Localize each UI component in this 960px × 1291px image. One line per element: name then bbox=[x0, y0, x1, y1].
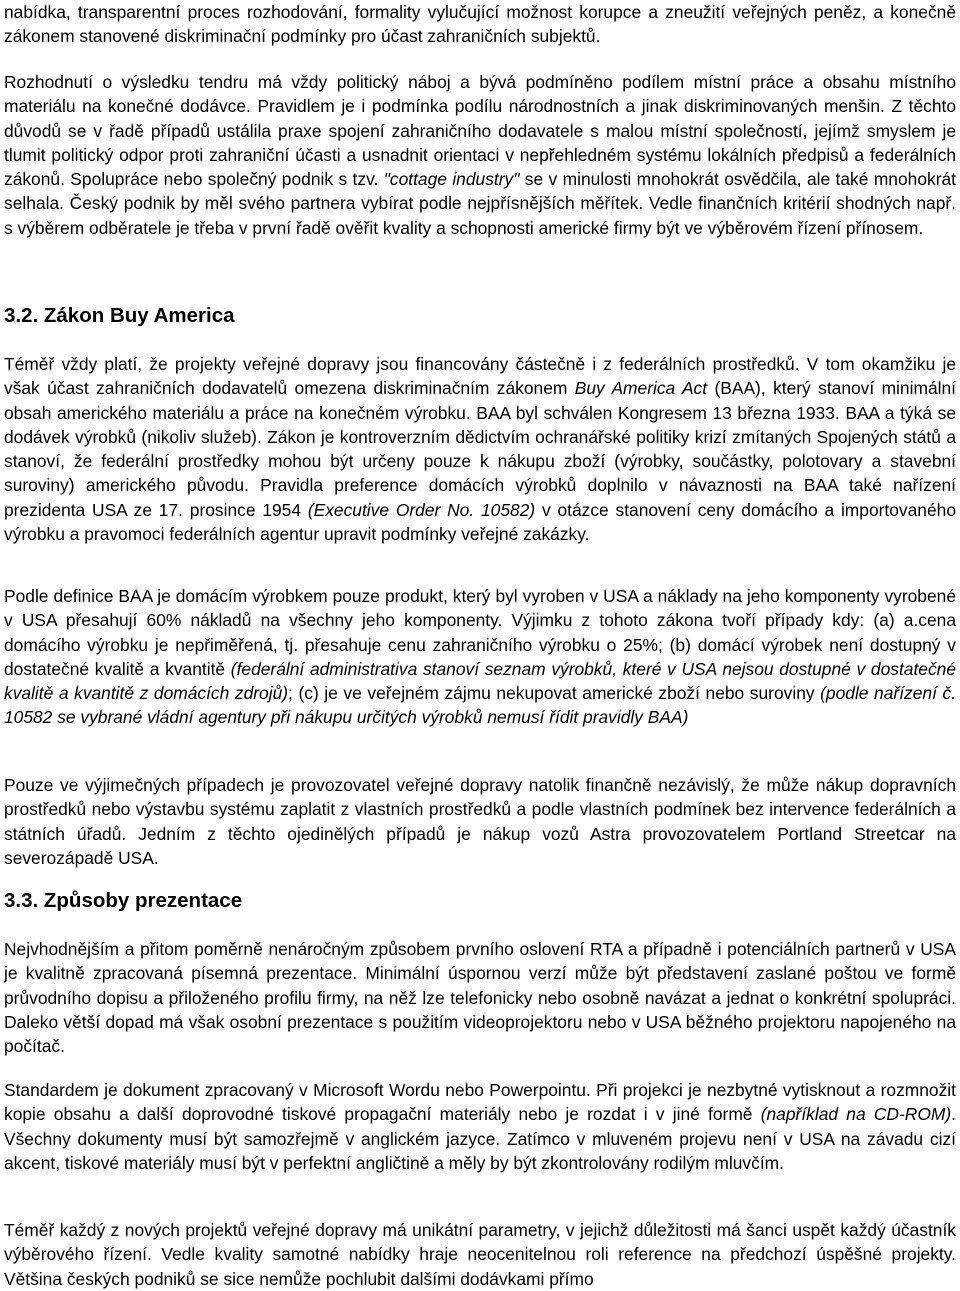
paragraph-tender-decision: Rozhodnutí o výsledku tendru má vždy politický náboj a bývá podmíněno podílem místní práce a obsahu místního materiálu na konečné dodávce. Pravidlem je i podmínka podílu národnostních a jinak diskriminovaných menšin. Z těchto důvodů se v řadě případů ustálila praxe spojení zahraničního dodavatele s malou místní společností, jejímž smyslem je tlumit politický odpor proti zahraniční účasti a usnadnit orientaci v nepřehledném systému lokálních předpisů a federálních zákonů. Spolupráce nebo společný podnik s tzv. "cottage industry" se v minulosti mnohokrát osvědčila, ale také mnohokrát selhala. Český podnik by měl svého partnera vybírat podle nejpřísnějších měřítek. Vedle finančních kritérií shodných např. s výběrem odběratele je třeba v první řadě ověřit kvality a schopnosti americké firmy být ve výběrovém řízení přínosem. bbox=[4, 72, 956, 238]
paragraph-buy-america-act: Téměř vždy platí, že projekty veřejné dopravy jsou financovány částečně i z federálních prostředků. V tom okamžiku je však účast zahraničních dodavatelů omezena diskriminačním zákonem Buy America Act (BAA), který stanoví minimální obsah amerického materiálu a práce na konečném výrobku. BAA byl schválen Kongresem 13 března 1933. BAA a týká se dodávek výrobků (nikoliv služeb). Zákon je kontroverzním dědictvím ochranářské politiky krizí zmítaných Spojených států a stanoví, že federální prostředky mohou být určeny pouze k nákupu zboží (výrobky, součástky, polotovary a stavební suroviny) amerického původu. Pravidla preference domácích výrobků doplnilo v návaznosti na BAA také nařízení prezidenta USA ze 17. prosince 1954 (Executive Order No. 10582) v otázce stanovení ceny domácího a importovaného výrobku a pravomoci federálních agentur upravit podmínky veřejné zakázky. bbox=[4, 354, 956, 545]
section-heading-presentation: 3.3. Způsoby prezentace bbox=[4, 889, 243, 912]
paragraph-written-presentation: Nejvhodnějším a přitom poměrně nenáročným způsobem prvního oslovení RTA a případně i potenciálních partnerů v USA je kvalitně zpracovaná písemná prezentace. Minimální úspornou verzí může být představení zaslané poštou ve formě průvodního dopisu a přiloženého profilu firmy, na něž lze telefonicky nebo osobně navázat a jednat o konkrétní spolupráci. Daleko větší dopad má však osobní prezentace s použitím videoprojektoru nebo v USA běžného projektoru napojeného na počítač. bbox=[4, 939, 956, 1057]
paragraph-standard-documents: Standardem je dokument zpracovaný v Microsoft Wordu nebo Powerpointu. Při projekci je nezbytné vytisknout a rozmnožit kopie obsahu a další doprovodné tiskové propagační materiály nebo je rozdat i v jiné formě (například na CD-ROM). Všechny dokumenty musí být samozřejmě v anglickém jazyce. Zatímco v mluveném projevu není v USA na závadu cizí akcent, tiskové materiály musí být v perfektní angličtině a měly by být zkontrolovány rodilým mluvčím. bbox=[4, 1080, 956, 1173]
italic-term-cottage-industry: "cottage industry" bbox=[383, 169, 520, 190]
italic-term-executive-order: (Executive Order No. 10582) bbox=[307, 499, 536, 520]
italic-note-regulation-10582: (podle nařízení č. 10582 se vybrané vládní agentury při nákupu určitých výrobků nemusí řídit pravidly BAA) bbox=[4, 683, 957, 728]
paragraph-intro: nabídka, transparentní proces rozhodování, formality vylučující možnost korupce a zneužití veřejných peněz, a konečně zákonem stanovené diskriminační podmínky pro účast zahraničních subjektů. bbox=[4, 2, 956, 47]
paragraph-baa-definition: Podle definice BAA je domácím výrobkem pouze produkt, který byl vyroben v USA a náklady na jeho komponenty vyrobené v USA přesahují 60% nákladů na všechny jeho komponenty. Výjimku z tohoto zákona tvoří případy kdy: (a) a.cena domácího výrobku je nepřiměřená, tj. přesahuje cenu zahraničního výrobku o 25%; (b) domácí výrobek není dostupný v dostatečné kvalitě a kvantitě (federální administrativa stanoví seznam výrobků, které v USA nejsou dostupné v dostatečné kvalitě a kvantitě z domácích zdrojů); (c) je ve veřejném zájmu nekupovat americké zboží nebo suroviny (podle nařízení č. 10582 se vybrané vládní agentury při nákupu určitých výrobků nemusí řídit pravidly BAA) bbox=[4, 586, 957, 728]
section-heading-buy-america: 3.2. Zákon Buy America bbox=[4, 304, 235, 327]
italic-note-federal-list: (federální administrativa stanoví seznam výrobků, které v USA nejsou dostupné v dostatečné kvalitě a kvantitě z domácích zdrojů) bbox=[4, 658, 957, 704]
paragraph-exceptions: Pouze ve výjimečných případech je provozovatel veřejné dopravy natolik finančně nezávislý, že může nákup dopravních prostředků nebo výstavbu systému zaplatit z vlastních prostředků a podle vlastních podmínek bez intervence federálních a státních úřadů. Jedním z těchto ojedinělých případů je nákup vozů Astra provozovatelem Portland Streetcar na severozápadě USA. bbox=[4, 775, 956, 868]
paragraph-references: Téměř každý z nových projektů veřejné dopravy má unikátní parametry, v jejichž důležitosti má šanci uspět každý účastník výběrového řízení. Vedle kvality samotné nabídky hraje neocenitelnou roli reference na předchozí úspěšné projekty. Většina českých podniků se sice nemůže pochlubit dalšími dodávkami přímo bbox=[4, 1220, 956, 1289]
italic-term-buy-america-act: Buy America Act bbox=[574, 378, 708, 399]
italic-note-cd-rom: (například na CD-ROM) bbox=[760, 1104, 952, 1125]
